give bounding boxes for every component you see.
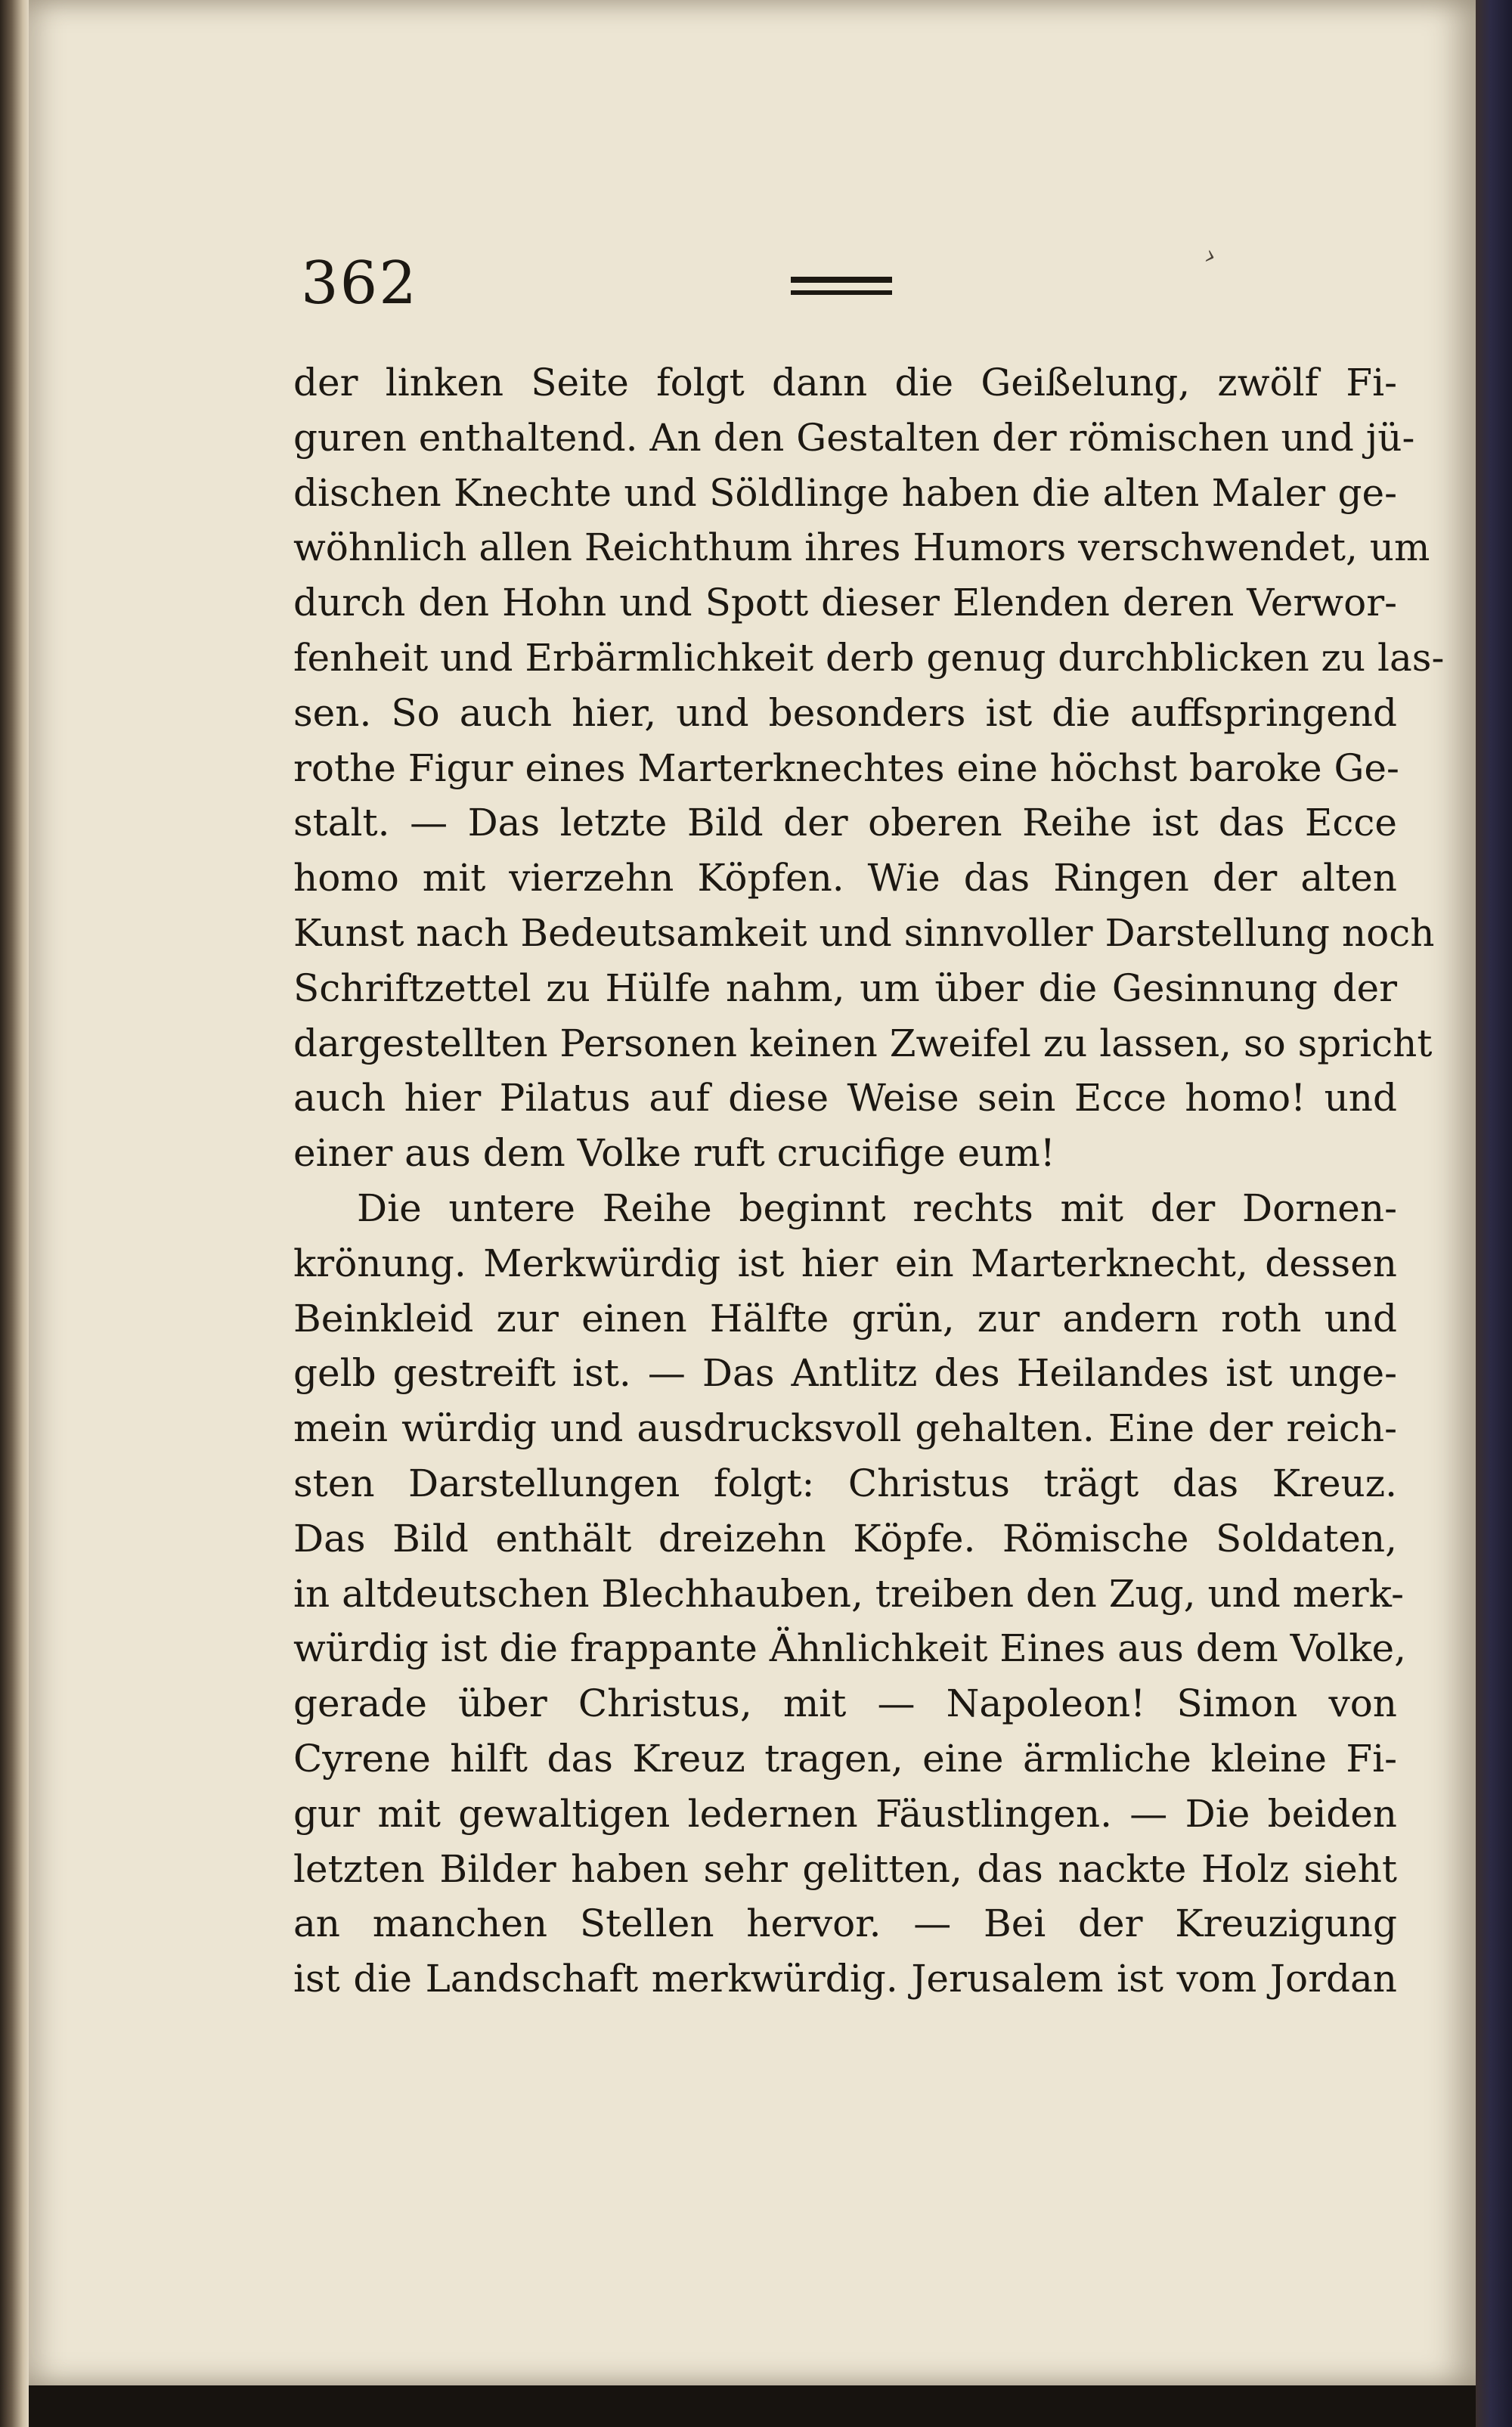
text-line: ist die Landschaft merkwürdig. Jerusalem ist vom Jordan [293,1957,1397,2001]
text-line: sten Darstellungen folgt: Christus trägt das Kreuz. [293,1461,1397,1505]
text-line: gerade über Christus, mit — Napoleon! Simon von [293,1682,1397,1726]
text-line: Kunst nach Bedeutsamkeit und sinnvoller Darstellung noch [293,910,1435,955]
text-line: mein würdig und ausdrucksvoll gehalten. Eine der reich- [293,1406,1397,1451]
text-line: dargestellten Personen keinen Zweifel zu lassen, so spricht [293,1021,1433,1065]
body-text [293,355,1445,2007]
text-line: wöhnlich allen Reichthum ihres Humors verschwendet, um [293,525,1430,570]
text-line: gelb gestreift ist. — Das Antlitz des Heilandes ist unge- [293,1351,1397,1396]
text-line: letzten Bilder haben sehr gelitten, das nackte Holz sieht [293,1846,1397,1891]
text-line: durch den Hohn und Spott dieser Elenden deren Verwor- [293,581,1397,625]
text-line: krönung. Merkwürdig ist hier ein Marterknecht, dessen [293,1241,1397,1285]
text-line: der linken Seite folgt dann die Geißelung, zwölf Fi- [293,361,1397,404]
text-line: Die untere Reihe beginnt rechts mit der Dornen- [357,1186,1397,1230]
text-line: rothe Figur eines Marterknechtes eine höchst baroke Ge- [293,745,1399,790]
text-line: Schriftzettel zu Hülfe nahm, um über die Gesinnung der [293,966,1397,1010]
text-line: Cyrene hilft das Kreuz tragen, eine ärmliche kleine Fi- [293,1736,1397,1781]
text-line: homo mit vierzehn Köpfen. Wie das Ringen der alten [293,856,1397,900]
book-page [29,0,1476,2385]
text-line: stalt. — Das letzte Bild der oberen Reihe ist das Ecce [293,801,1397,845]
text-line: an manchen Stellen hervor. — Bei der Kreuzigung [293,1902,1397,1946]
text-line: Das Bild enthält dreizehn Köpfe. Römische Soldaten, [293,1516,1397,1561]
margin-mark: › [1201,239,1221,273]
binding-gutter [0,0,29,2427]
text-line: Beinkleid zur einen Hälfte grün, zur andern roth und [293,1296,1397,1341]
text-line: in altdeutschen Blechhauben, treiben den Zug, und merk- [293,1571,1404,1616]
page-number: 362 [301,250,418,318]
text-line: guren enthaltend. An den Gestalten der römischen und jü- [293,415,1415,460]
text-line: sen. So auch hier, und besonders ist die auffspringend [293,690,1397,735]
text-line: auch hier Pilatus auf diese Weise sein Ecce homo! und [293,1076,1397,1121]
book-cover-edge [1476,0,1512,2427]
text-line: fenheit und Erbärmlichkeit derb genug durchblicken zu las- [293,635,1445,680]
text-line: gur mit gewaltigen ledernen Fäustlingen. — Die beiden [293,1791,1397,1836]
text-line: dischen Knechte und Söldlinge haben die alten Maler ge- [293,470,1397,515]
text-line: einer aus dem Volke ruft crucifige eum! [293,1131,1055,1176]
text-line: würdig ist die frappante Ähnlichkeit Eines aus dem Volke, [293,1626,1406,1671]
header-rule [791,277,892,296]
